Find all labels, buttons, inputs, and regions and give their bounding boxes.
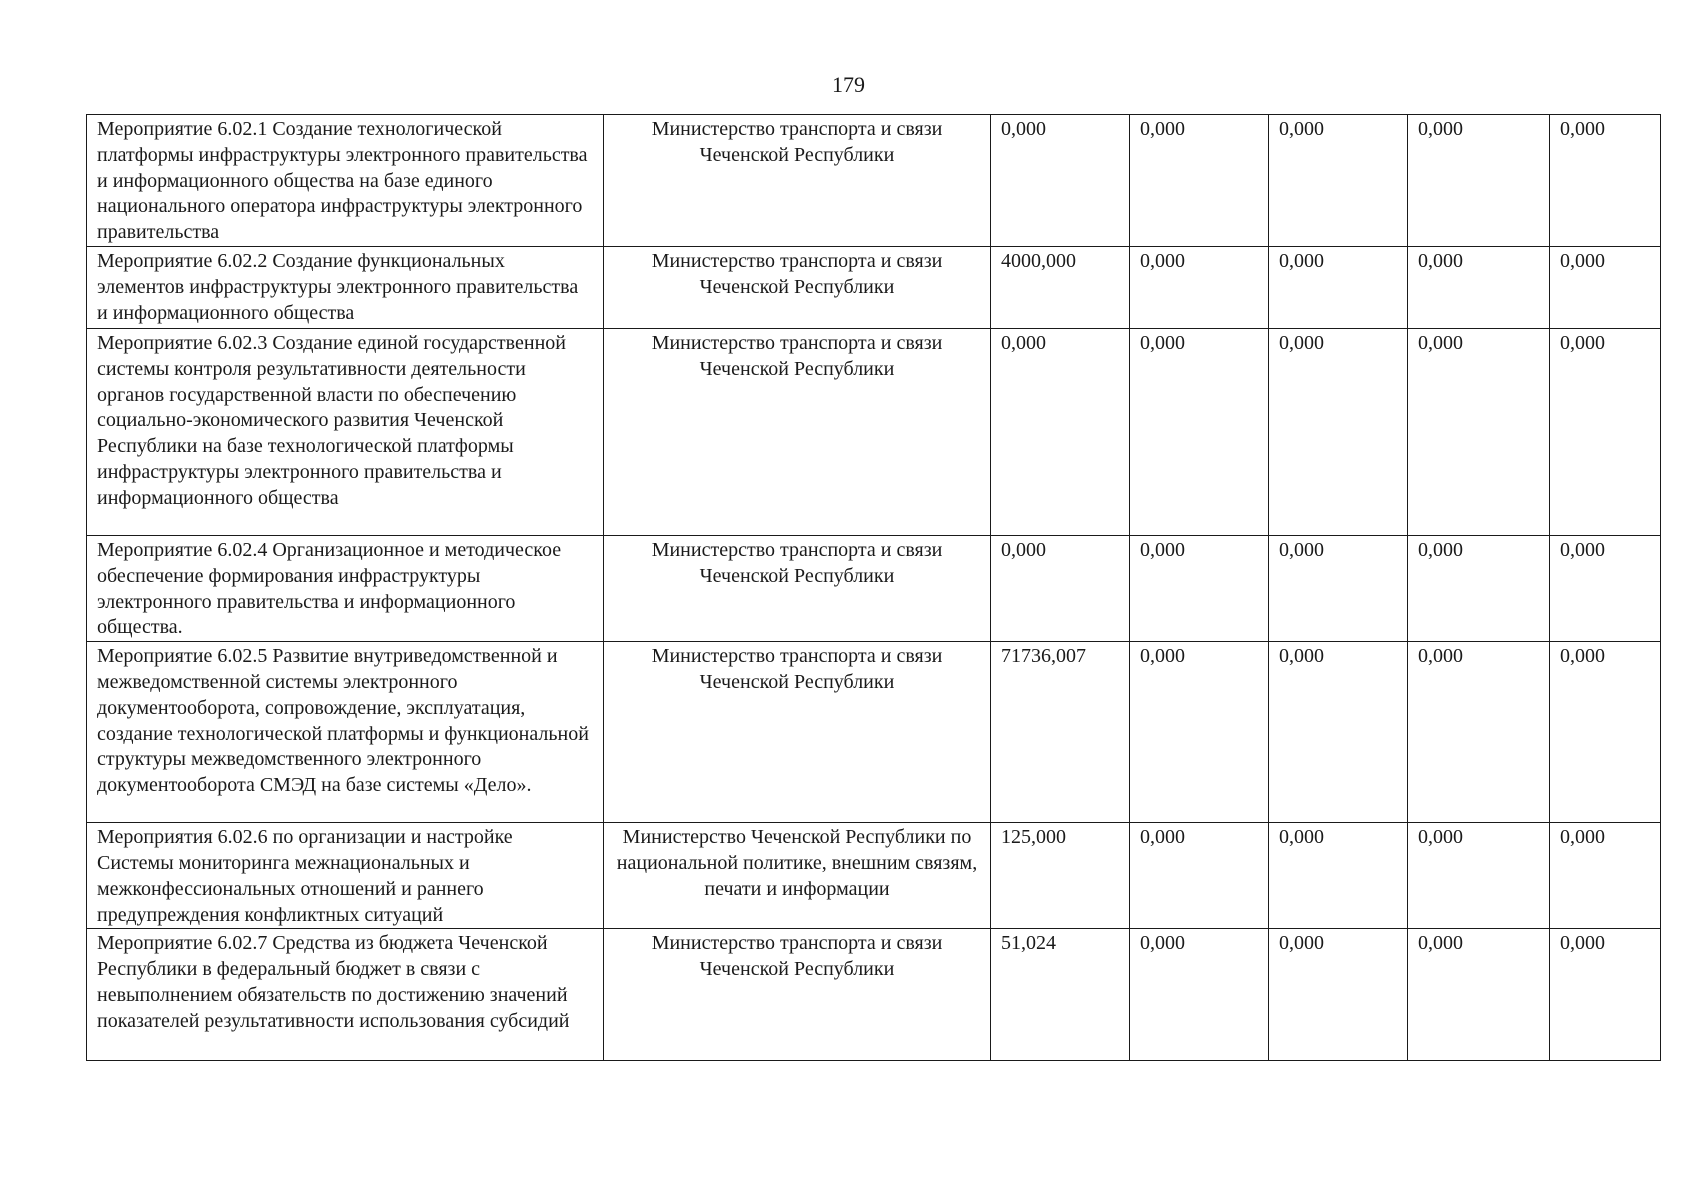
table-row bbox=[87, 247, 1661, 329]
table-row bbox=[87, 115, 1661, 247]
value-cell-1: 0,000 bbox=[991, 536, 1130, 642]
value-cell-2: 0,000 bbox=[1130, 536, 1269, 642]
activity-cell: Мероприятие 6.02.4 Организационное и методическое обеспечение формирования инфраструктуры электронного правительства и информационного общества. bbox=[87, 536, 604, 642]
page-number: 179 bbox=[832, 72, 865, 97]
executor-cell: Министерство транспорта и связи Чеченской Республики bbox=[604, 329, 991, 536]
value-cell-4: 0,000 bbox=[1408, 115, 1550, 247]
value-cell-4: 0,000 bbox=[1408, 329, 1550, 536]
executor-cell: Министерство транспорта и связи Чеченской Республики bbox=[604, 929, 991, 1061]
value-cell-3: 0,000 bbox=[1269, 642, 1408, 823]
value-cell-3: 0,000 bbox=[1269, 823, 1408, 929]
value-cell-5: 0,000 bbox=[1550, 329, 1661, 536]
value-cell-3: 0,000 bbox=[1269, 536, 1408, 642]
table-row bbox=[87, 536, 1661, 642]
activity-cell: Мероприятие 6.02.5 Развитие внутриведомственной и межведомственной системы электронного документооборота, сопровождение, эксплуатация, создание технологической платформы и функциональной структуры межведомственного электронного документооборота СМЭД на базе системы «Дело». bbox=[87, 642, 604, 823]
value-cell-3: 0,000 bbox=[1269, 929, 1408, 1061]
executor-cell: Министерство транспорта и связи Чеченской Республики bbox=[604, 115, 991, 247]
value-cell-4: 0,000 bbox=[1408, 642, 1550, 823]
value-cell-1: 71736,007 bbox=[991, 642, 1130, 823]
value-cell-5: 0,000 bbox=[1550, 247, 1661, 329]
activity-cell: Мероприятие 6.02.3 Создание единой государственной системы контроля результативности деятельности органов государственной власти по обеспечению социально-экономического развития Чеченской Республики на базе технологической платформы инфраструктуры электронного правительства и информационного общества bbox=[87, 329, 604, 536]
activity-cell: Мероприятие 6.02.7 Средства из бюджета Чеченской Республики в федеральный бюджет в связи с невыполнением обязательств по достижению значений показателей результативности использования субсидий bbox=[87, 929, 604, 1061]
value-cell-2: 0,000 bbox=[1130, 642, 1269, 823]
value-cell-1: 0,000 bbox=[991, 115, 1130, 247]
value-cell-4: 0,000 bbox=[1408, 823, 1550, 929]
executor-cell: Министерство Чеченской Республики по национальной политике, внешним связям, печати и информации bbox=[604, 823, 991, 929]
value-cell-5: 0,000 bbox=[1550, 823, 1661, 929]
value-cell-4: 0,000 bbox=[1408, 929, 1550, 1061]
table-row bbox=[87, 823, 1661, 929]
value-cell-2: 0,000 bbox=[1130, 115, 1269, 247]
executor-cell: Министерство транспорта и связи Чеченской Республики bbox=[604, 642, 991, 823]
value-cell-5: 0,000 bbox=[1550, 929, 1661, 1061]
value-cell-1: 0,000 bbox=[991, 329, 1130, 536]
value-cell-3: 0,000 bbox=[1269, 247, 1408, 329]
activity-cell: Мероприятия 6.02.6 по организации и настройке Системы мониторинга межнациональных и межконфессиональных отношений и раннего предупреждения конфликтных ситуаций bbox=[87, 823, 604, 929]
value-cell-1: 51,024 bbox=[991, 929, 1130, 1061]
executor-cell: Министерство транспорта и связи Чеченской Республики bbox=[604, 536, 991, 642]
value-cell-4: 0,000 bbox=[1408, 536, 1550, 642]
table-row bbox=[87, 929, 1661, 1061]
value-cell-1: 125,000 bbox=[991, 823, 1130, 929]
value-cell-3: 0,000 bbox=[1269, 115, 1408, 247]
table-row bbox=[87, 642, 1661, 823]
value-cell-2: 0,000 bbox=[1130, 329, 1269, 536]
value-cell-1: 4000,000 bbox=[991, 247, 1130, 329]
funding-table bbox=[86, 114, 1661, 1061]
table-row bbox=[87, 329, 1661, 536]
value-cell-2: 0,000 bbox=[1130, 247, 1269, 329]
value-cell-5: 0,000 bbox=[1550, 536, 1661, 642]
activity-cell: Мероприятие 6.02.2 Создание функциональных элементов инфраструктуры электронного правительства и информационного общества bbox=[87, 247, 604, 329]
value-cell-5: 0,000 bbox=[1550, 115, 1661, 247]
value-cell-2: 0,000 bbox=[1130, 823, 1269, 929]
executor-cell: Министерство транспорта и связи Чеченской Республики bbox=[604, 247, 991, 329]
value-cell-5: 0,000 bbox=[1550, 642, 1661, 823]
activity-cell: Мероприятие 6.02.1 Создание технологической платформы инфраструктуры электронного правительства и информационного общества на базе единого национального оператора инфраструктуры электронного правительства bbox=[87, 115, 604, 247]
value-cell-4: 0,000 bbox=[1408, 247, 1550, 329]
value-cell-2: 0,000 bbox=[1130, 929, 1269, 1061]
value-cell-3: 0,000 bbox=[1269, 329, 1408, 536]
